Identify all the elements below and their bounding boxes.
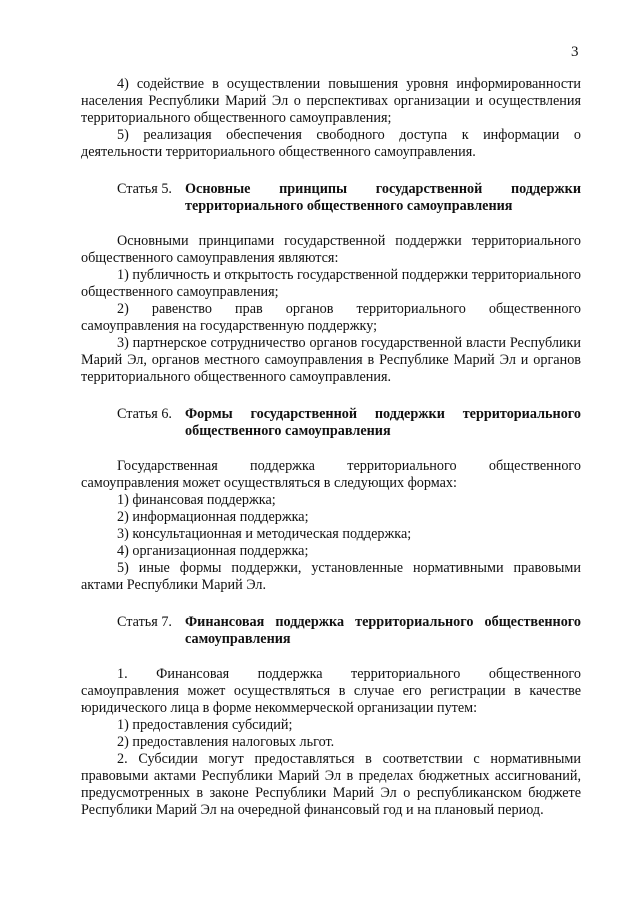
article-6-heading: [81, 406, 581, 440]
intro-paragraph-5: 5) реализация обеспечения свободного доступа к информации о деятельности территориального общественного самоуправления.: [81, 127, 581, 160]
paragraph: Основными принципами государственной поддержки территориального общественного самоуправления являются:: [81, 233, 581, 266]
article-7-heading: [81, 614, 581, 648]
list-item: 1) финансовая поддержка;: [117, 492, 276, 508]
article-5-heading: [81, 181, 581, 215]
list-item: 2) информационная поддержка;: [117, 509, 309, 525]
list-item: 5) иные формы поддержки, установленные нормативными правовыми актами Республики Марий Эл.: [81, 560, 581, 593]
list-item: 1) предоставления субсидий;: [117, 717, 293, 733]
article-label: Статья 7.: [117, 614, 172, 630]
article-title: Основные принципы государственной поддержки территориального общественного самоуправления: [185, 181, 581, 214]
list-item: 4) организационная поддержка;: [117, 543, 309, 559]
list-item: 3) консультационная и методическая поддержка;: [117, 526, 412, 542]
article-label: Статья 6.: [117, 406, 172, 422]
paragraph: 1. Финансовая поддержка территориального общественного самоуправления может осуществляться в случае его регистрации в качестве юридического лица в форме некоммерческой организации путем:: [81, 666, 581, 716]
document-body: [81, 76, 581, 819]
list-item: 2) равенство прав органов территориального общественного самоуправления на государственную поддержку;: [81, 301, 581, 334]
list-item: 2) предоставления налоговых льгот.: [117, 734, 335, 750]
article-title: Формы государственной поддержки территориального общественного самоуправления: [185, 406, 581, 439]
intro-paragraph-4: 4) содействие в осуществлении повышения уровня информированности населения Республики Марий Эл о перспективах организации и осуществления территориального общественного самоуправления;: [81, 76, 581, 126]
paragraph: 2. Субсидии могут предоставляться в соответствии с нормативными правовыми актами Республики Марий Эл в пределах бюджетных ассигнований, предусмотренных в законе Республики Марий Эл о республиканском бюджете Республики Марий Эл на очередной финансовый год и на плановый период.: [81, 751, 581, 818]
article-title: Финансовая поддержка территориального общественного самоуправления: [185, 614, 581, 647]
list-item: 3) партнерское сотрудничество органов государственной власти Республики Марий Эл, органов местного самоуправления в Республике Марий Эл и органов территориального общественного самоуправления.: [81, 335, 581, 385]
list-item: 1) публичность и открытость государственной поддержки территориального общественного самоуправления;: [81, 267, 581, 300]
page-number: 3: [571, 44, 579, 60]
paragraph: Государственная поддержка территориального общественного самоуправления может осуществляться в следующих формах:: [81, 458, 581, 491]
article-label: Статья 5.: [117, 181, 172, 197]
